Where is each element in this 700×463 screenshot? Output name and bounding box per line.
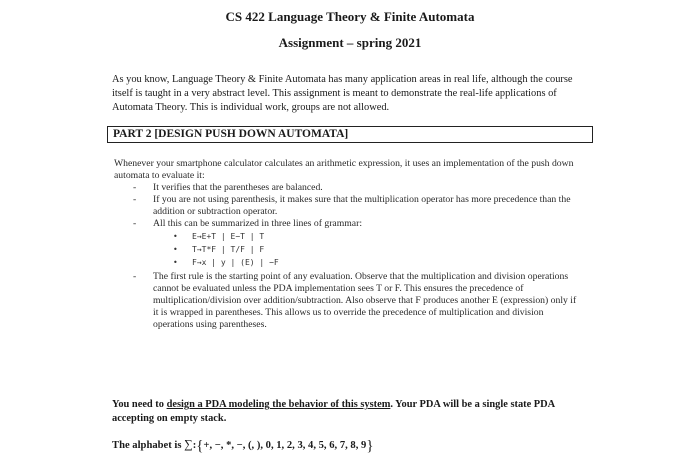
dash-marker: -	[133, 194, 137, 205]
list-item	[114, 182, 584, 194]
list-item-text: All this can be summarized in three lines of grammar:	[153, 218, 363, 229]
task-suffix: . Your PDA will be a single state PDA accepting on empty stack.	[112, 399, 555, 424]
grammar-rule	[114, 256, 584, 269]
dash-marker: -	[133, 271, 137, 282]
grammar-rule	[114, 230, 584, 243]
grammar-rule	[114, 243, 584, 256]
bullet-icon: •	[173, 245, 178, 254]
list-item	[114, 194, 584, 218]
alphabet-line	[112, 437, 592, 455]
intro-paragraph: As you know, Language Theory & Finite Automata has many application areas in real life, although the course itself is taught in a very abstract level. This assignment is meant to demonstrate the real-life applications of Automata Theory. This is individual work, groups are not allowed.	[112, 74, 573, 113]
bullet-icon: •	[173, 232, 178, 241]
grammar-rule-text: F→x | y | (E) | −F	[192, 258, 279, 267]
dash-marker: -	[133, 182, 137, 193]
part-heading: PART 2 [DESIGN PUSH DOWN AUTOMATA]	[107, 126, 593, 143]
sigma-symbol: ∑	[184, 437, 193, 451]
task-emphasis: design a PDA modeling the behavior of this system	[166, 399, 391, 410]
alphabet-colon: :	[192, 440, 197, 451]
alphabet-symbols: +, −, *, −, (, ), 0, 1, 2, 3, 4, 5, 6, 7, 8, 9	[203, 440, 367, 451]
grammar-rule-text: E→E+T | E−T | T	[192, 232, 265, 241]
task-statement	[112, 398, 592, 426]
grammar-rule-text: T→T*F | T/F | F	[192, 245, 265, 254]
list-item-text: It verifies that the parentheses are balanced.	[153, 182, 323, 193]
task-prefix: You need to	[112, 399, 167, 410]
list-item	[114, 218, 584, 230]
bullet-icon: •	[173, 258, 178, 267]
explanation-text: The first rule is the starting point of any evaluation. Observe that the multiplication and division operations cannot be evaluated unless the PDA implementation sees T or F. This ensures the precedence of multiplication/division over addition/subtraction. Also observe that F produces another E (expression) only if it is wrapped in parentheses. This allows us to override the precedence of multiplication and division operations using parentheses.	[153, 271, 577, 330]
document-title: CS 422 Language Theory & Finite Automata	[225, 9, 475, 24]
close-brace: }	[366, 438, 374, 454]
open-brace: {	[196, 438, 204, 454]
alphabet-label: The alphabet is	[112, 440, 185, 451]
list-item	[114, 271, 584, 331]
dash-marker: -	[133, 218, 137, 229]
assignment-subtitle: Assignment – spring 2021	[278, 35, 422, 50]
pda-section	[114, 158, 584, 331]
list-item-text: If you are not using parenthesis, it makes sure that the multiplication operator has more precedence than the addition or subtraction operator.	[153, 194, 571, 217]
section-lead: Whenever your smartphone calculator calculates an arithmetic expression, it uses an implementation of the push down automata to evaluate it:	[114, 158, 574, 181]
